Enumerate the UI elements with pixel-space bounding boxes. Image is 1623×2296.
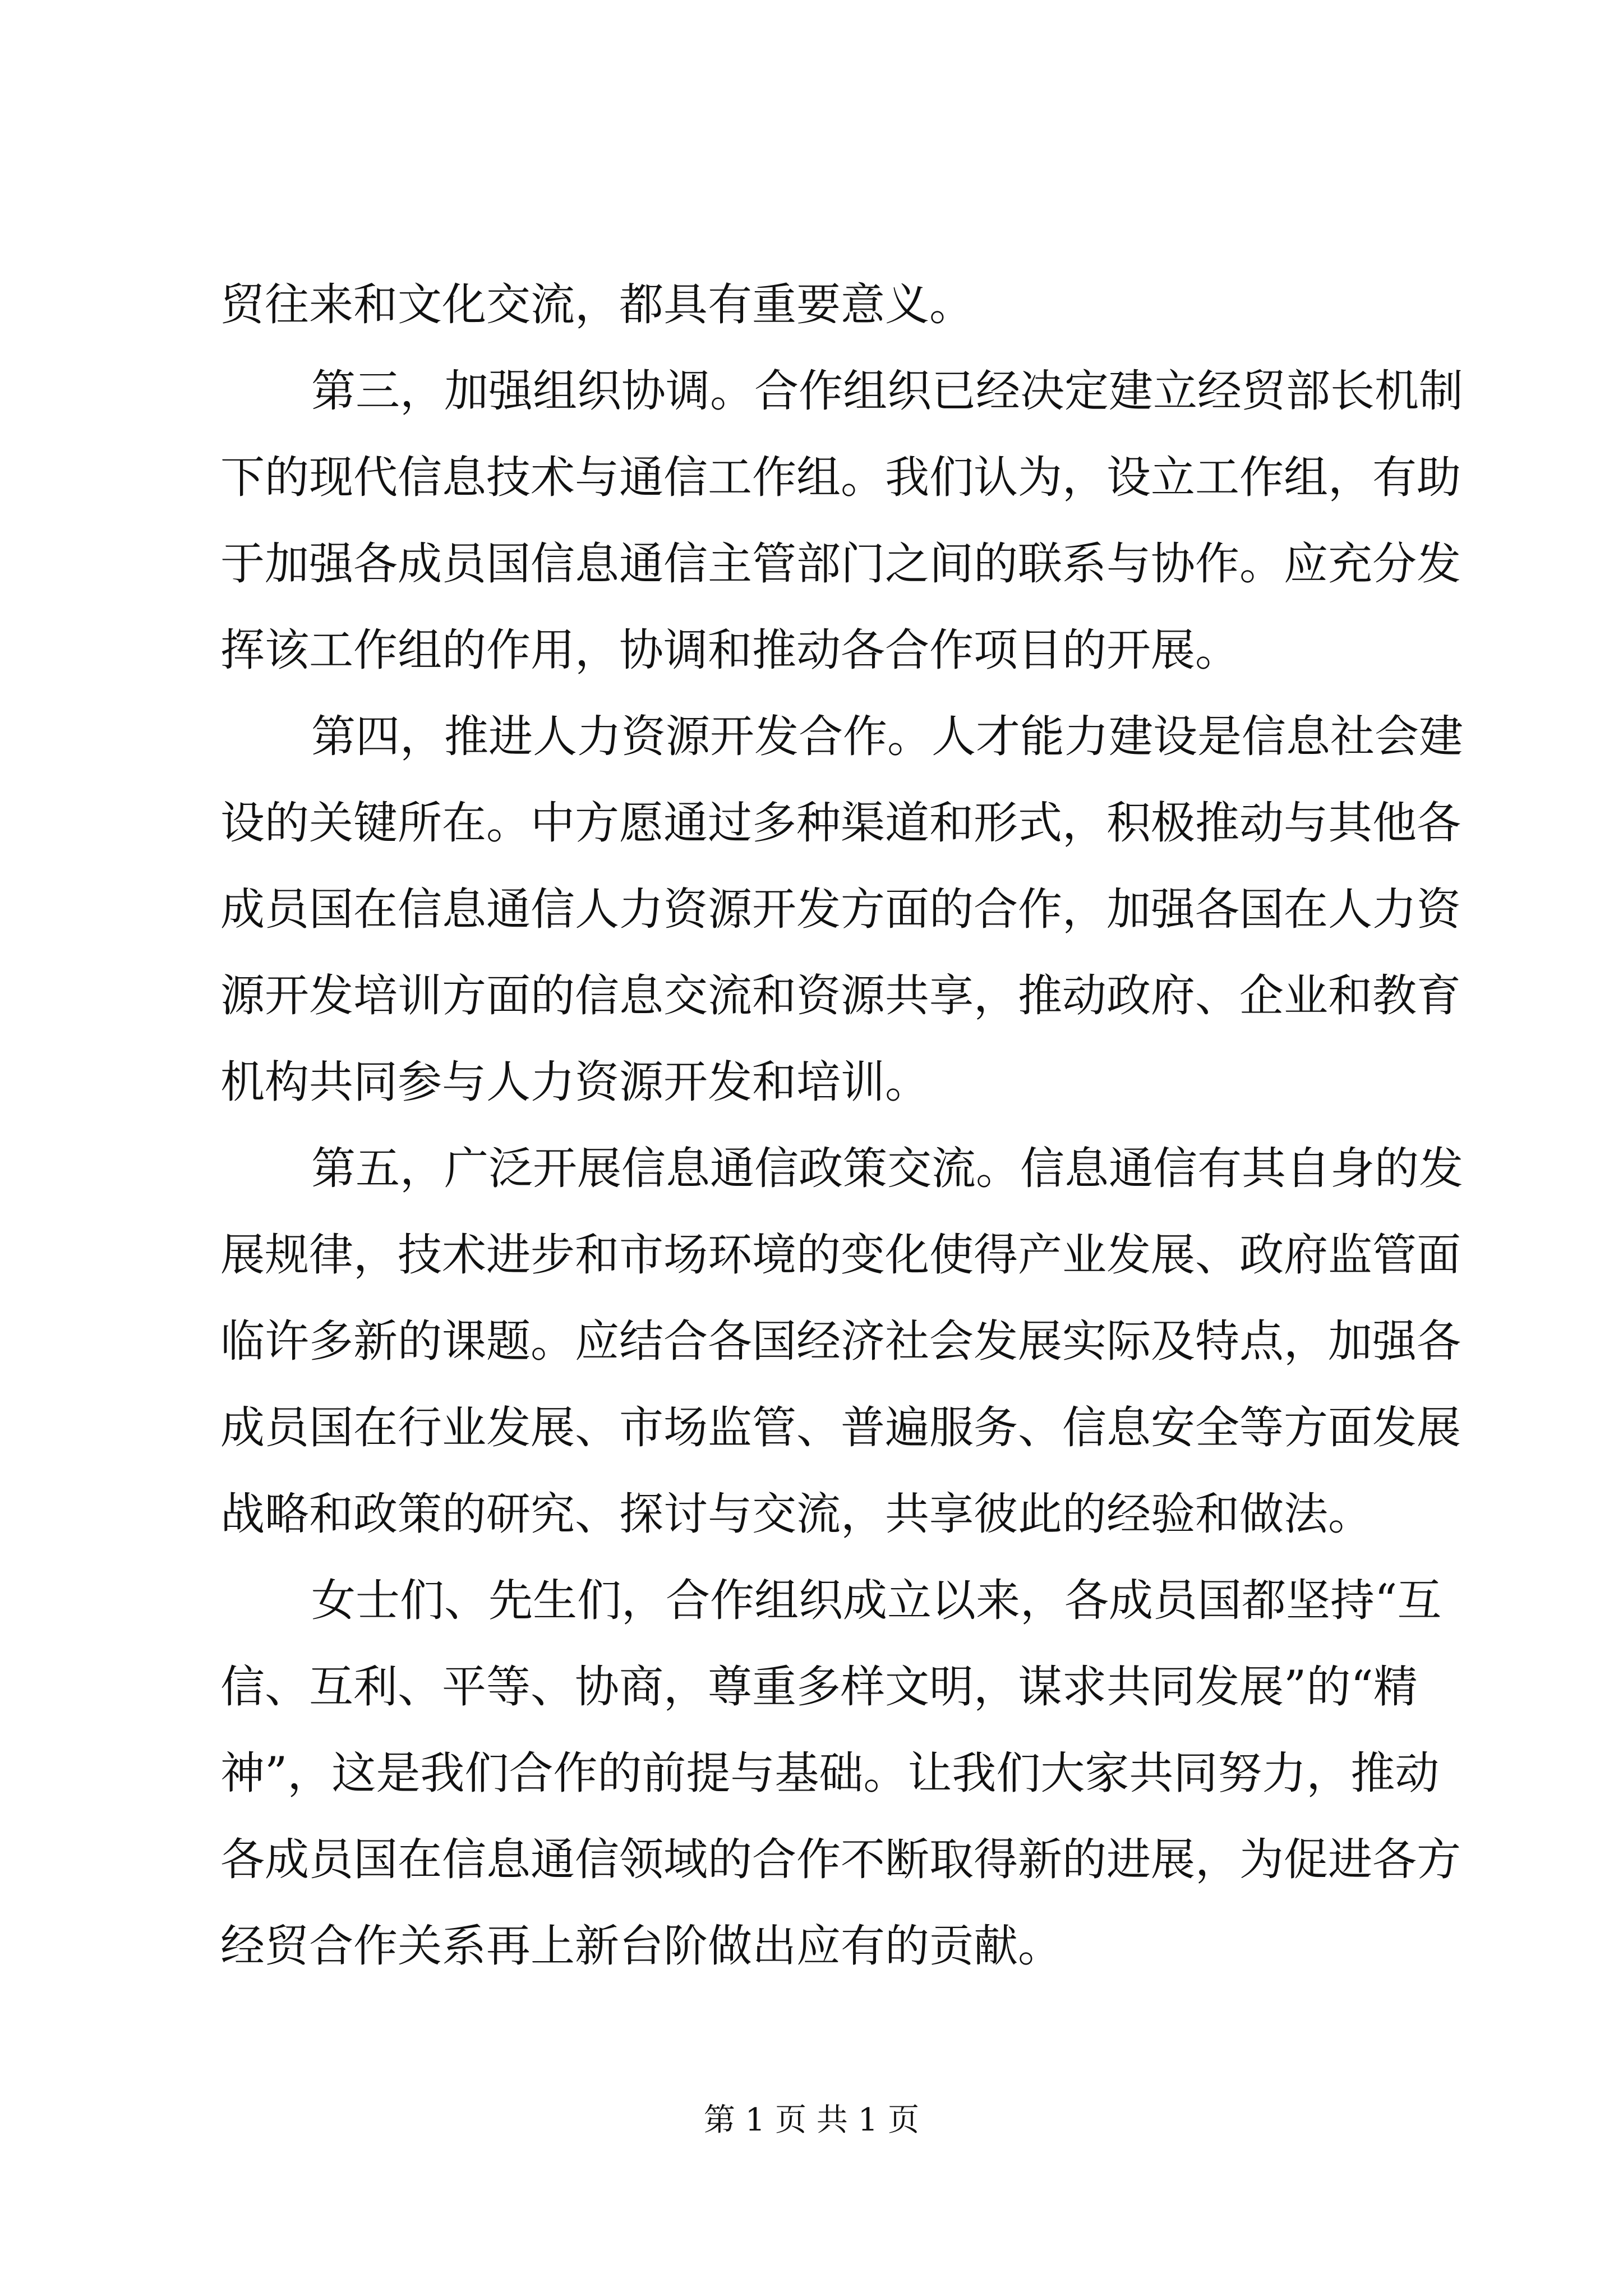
text-line: 机构共同参与人力资源开发和培训。	[220, 1056, 929, 1108]
text-line: 展 规 律 ， 技 术 进 步 和 市 场 环 境 的 变 化 使 得 产 业 发 展 、 政 府 监 管 面	[220, 1229, 1461, 1281]
text-line: 成 员 国 在 信 息 通 信 人 力 资 源 开 发 方 面 的 合 作 ， 加 强 各 国 在 人 力 资	[220, 884, 1461, 935]
text-line: 成 员 国 在 行 业 发 展 、 市 场 监 管 、 普 遍 服 务 、 信 息 安 全 等 方 面 发 展	[220, 1402, 1461, 1453]
text-line: 第 五 ， 广 泛 开 展 信 息 通 信 政 策 交 流 。 信 息 通 信 有 其 自 身 的 发	[311, 1143, 1463, 1194]
text-line: 战略和政策的研究、探讨与交流，共享彼此的经验和做法。	[220, 1488, 1372, 1540]
body-text	[220, 261, 1463, 1989]
text-line: 临 许 多 新 的 课 题 。 应 结 合 各 国 经 济 社 会 发 展 实 际 及 特 点 ， 加 强 各	[220, 1315, 1461, 1367]
page-number-footer: 第 1 页 共 1 页	[703, 2102, 920, 2138]
text-line: 第 三 ， 加 强 组 织 协 调 。 合 作 组 织 已 经 决 定 建 立 经 贸 部 长 机 制	[311, 365, 1463, 417]
text-line: 于 加 强 各 成 员 国 信 息 通 信 主 管 部 门 之 间 的 联 系 与 协 作 。 应 充 分 发	[220, 538, 1461, 590]
text-line: 挥该工作组的作用，协调和推动各合作项目的开展。	[220, 624, 1239, 676]
text-line: 各 成 员 国 在 信 息 通 信 领 域 的 合 作 不 断 取 得 新 的 进 展 ， 为 促 进 各 方	[220, 1834, 1461, 1885]
text-line: 神 ” ， 这 是 我 们 合 作 的 前 提 与 基 础 。 让 我 们 大 家 共 同 努 力 ， 推 动	[220, 1747, 1440, 1799]
text-line: 第 四 ， 推 进 人 力 资 源 开 发 合 作 。 人 才 能 力 建 设 是 信 息 社 会 建	[311, 711, 1463, 762]
text-line: 设 的 关 键 所 在 。 中 方 愿 通 过 多 种 渠 道 和 形 式 ， 积 极 推 动 与 其 他 各	[220, 797, 1461, 849]
text-line: 女 士 们 、 先 生 们 ， 合 作 组 织 成 立 以 来 ， 各 成 员 国 都 坚 持 “ 互	[311, 1575, 1442, 1626]
text-line: 源 开 发 培 训 方 面 的 信 息 交 流 和 资 源 共 享 ， 推 动 政 府 、 企 业 和 教 育	[220, 970, 1461, 1022]
text-line: 信 、 互 利 、 平 等 、 协 商 ， 尊 重 多 样 文 明 ， 谋 求 共 同 发 展 ” 的 “ 精	[220, 1661, 1418, 1713]
text-line: 经贸合作关系再上新台阶做出应有的贡献。	[220, 1920, 1062, 1972]
text-line: 下 的 现 代 信 息 技 术 与 通 信 工 作 组 。 我 们 认 为 ， 设 立 工 作 组 ， 有 助	[220, 452, 1461, 503]
text-line: 贸往来和文化交流，都具有重要意义。	[220, 279, 974, 330]
